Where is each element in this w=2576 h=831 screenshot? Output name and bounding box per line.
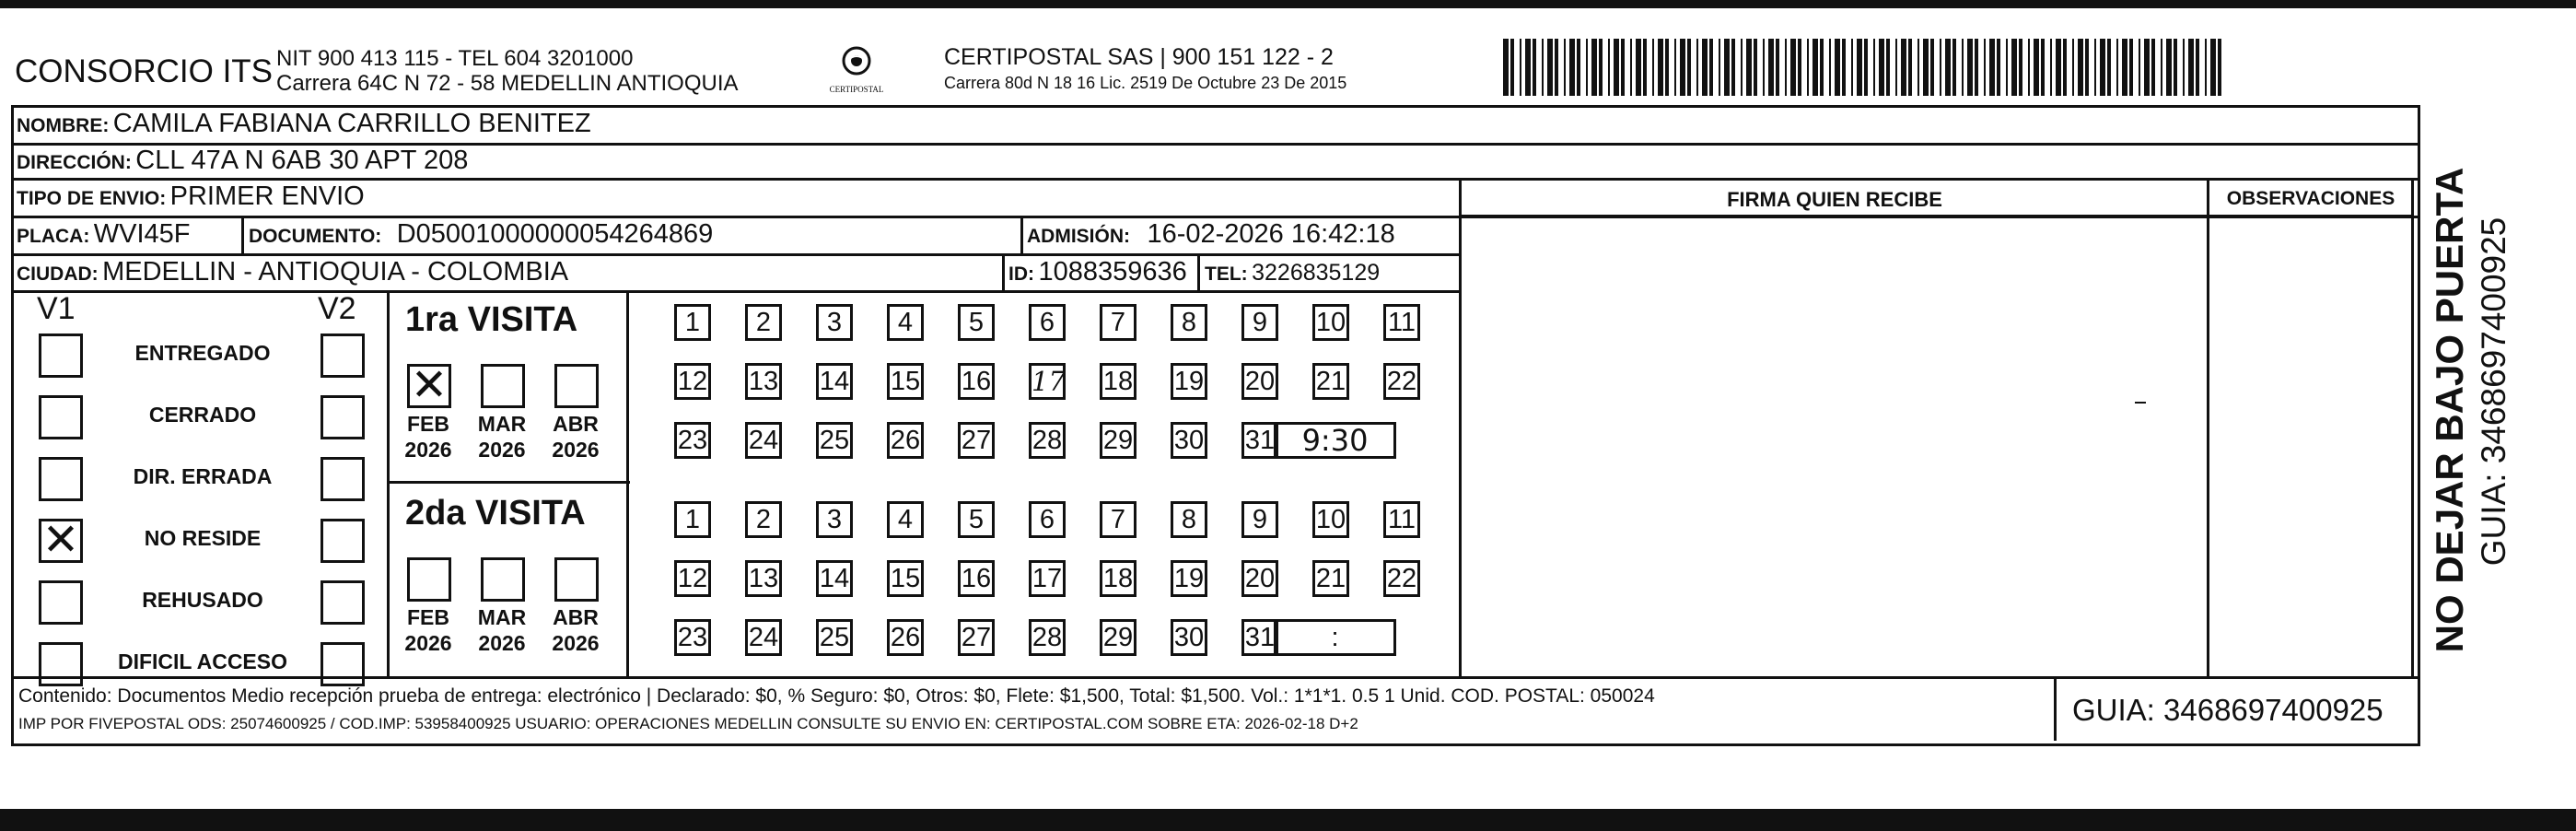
month-checkbox[interactable] [407, 557, 451, 602]
status-label: REHUSADO [142, 588, 263, 612]
barcode-bar [1864, 39, 1868, 96]
tipo-envio-value: PRIMER ENVIO [169, 181, 365, 211]
month-year: 2026 [552, 438, 600, 462]
v2-checkbox[interactable] [321, 457, 365, 501]
day-box[interactable]: 22 [1383, 363, 1420, 400]
barcode-bar [1621, 39, 1625, 96]
day-box[interactable]: 13 [745, 363, 782, 400]
day-box[interactable]: 26 [887, 619, 924, 656]
barcode-bar [1709, 39, 1713, 96]
day-box[interactable]: 20 [1241, 363, 1278, 400]
barcode-bar [2078, 39, 2083, 96]
barcode-bar [2011, 39, 2017, 96]
ciudad-label: CIUDAD: [17, 263, 99, 285]
barcode-bar [1533, 39, 1536, 96]
day-box[interactable]: 25 [816, 619, 853, 656]
tel-field [1205, 260, 1380, 287]
barcode-bar [1643, 39, 1647, 96]
day-box[interactable]: 5 [958, 304, 995, 341]
check-x-icon: ✕ [410, 359, 449, 411]
day-box[interactable]: 12 [674, 560, 711, 597]
barcode-bar [1652, 39, 1654, 96]
barcode-bar [1665, 39, 1669, 96]
barcode-bar [1569, 39, 1575, 96]
barcode-bar [1857, 39, 1862, 96]
visit2-title: 2da VISITA [405, 494, 586, 533]
day-box[interactable]: 28 [1029, 619, 1066, 656]
placa-field [17, 219, 191, 250]
day-box[interactable]: 27 [958, 619, 995, 656]
v2-checkbox[interactable] [321, 395, 365, 439]
day-box[interactable]: 1 [674, 304, 711, 341]
barcode-bar [1591, 39, 1597, 96]
status-label: CERRADO [148, 403, 257, 427]
barcode-bar [1636, 39, 1641, 96]
barcode-bar [2174, 39, 2177, 96]
barcode-bar [1940, 39, 1941, 96]
month-name: MAR [477, 605, 527, 629]
status-label: ENTREGADO [134, 341, 271, 365]
placa-label: PLACA: [17, 226, 90, 247]
day-box[interactable]: 19 [1171, 363, 1207, 400]
barcode-bar [1879, 39, 1884, 96]
barcode-bar [2006, 39, 2008, 96]
id-value: 1088359636 [1038, 257, 1187, 287]
barcode-bar [1746, 39, 1752, 96]
month-name: FEB [407, 605, 449, 629]
barcode-bar [1886, 39, 1890, 96]
top-edge-bar [0, 0, 2576, 8]
month-checkbox[interactable] [407, 359, 451, 411]
barcode-bar [2183, 39, 2185, 96]
barcode-bar [1917, 39, 1919, 96]
barcode-bar [1975, 39, 1978, 96]
day-box[interactable]: 26 [887, 422, 924, 459]
barcode-bar [1842, 39, 1846, 96]
barcode-bar [1895, 39, 1897, 96]
tel-value: 3226835129 [1252, 260, 1381, 286]
v2-checkbox[interactable] [321, 334, 365, 378]
day-box[interactable]: 15 [887, 560, 924, 597]
day-box[interactable]: 20 [1241, 560, 1278, 597]
barcode-bar [1674, 39, 1676, 96]
company-line-1: NIT 900 413 115 - TEL 604 3201000 [276, 46, 634, 71]
footer-line-1: Contenido: Documentos Medio recepción prueba de entrega: electrónico | Declarado: $0, % Seguro: $0, Otros: $0, Flete: $1,500, Total: $1,500. Vol.: 1*1*1. 0.5 1 Unid. COD. POSTAL: 050024 [18, 685, 1655, 707]
barcode-bar [2072, 39, 2074, 96]
certipostal-line-1: CERTIPOSTAL SAS | 900 151 122 - 2 [944, 44, 1334, 70]
barcode-bar [1696, 39, 1698, 96]
barcode-bar [1680, 39, 1685, 96]
day-box[interactable]: 31 [1241, 422, 1278, 459]
nombre-label: NOMBRE: [17, 115, 110, 136]
barcode-bar [1851, 39, 1853, 96]
day-box[interactable]: 10 [1312, 501, 1349, 538]
nombre-row [17, 109, 591, 139]
barcode-bar [1724, 39, 1730, 96]
day-box[interactable]: 7 [1100, 501, 1136, 538]
barcode-bar [1829, 39, 1831, 96]
barcode-bar [1702, 39, 1708, 96]
direccion-label: DIRECCIÓN: [17, 152, 132, 173]
company-name: CONSORCIO ITS [15, 53, 274, 89]
barcode-bar [1503, 39, 1509, 96]
id-label: ID: [1008, 263, 1034, 285]
barcode-bar [1785, 39, 1787, 96]
barcode-bar [2034, 39, 2039, 96]
barcode-bar [1962, 39, 1964, 96]
barcode-bar [2050, 39, 2052, 96]
barcode-bar [1908, 39, 1912, 96]
footer-line-2: IMP POR FIVEPOSTAL ODS: 25074600925 / COD.IMP: 53958400925 USUARIO: OPERACIONES MEDELLIN CONSULTE SU ENVIO EN: CERTIPOSTAL.COM SOBRE ETA: 2026-02-18 D+2 [18, 715, 1358, 732]
day-box[interactable]: 11 [1383, 304, 1420, 341]
tipo-envio-label: TIPO DE ENVIO: [17, 188, 167, 209]
barcode-bar [2094, 39, 2096, 96]
day-box[interactable]: 10 [1312, 304, 1349, 341]
barcode-bar [1945, 39, 1951, 96]
day-box[interactable]: 19 [1171, 560, 1207, 597]
side-guia: GUIA: 3468697400925 [2475, 217, 2512, 567]
barcode-bar [2041, 39, 2045, 96]
admision-value: 16-02-2026 16:42:18 [1147, 219, 1395, 249]
barcode-bar [1873, 39, 1875, 96]
day-box[interactable]: 21 [1312, 560, 1349, 597]
barcode-bar [1952, 39, 1956, 96]
admision-label: ADMISIÓN: [1027, 226, 1130, 247]
day-box[interactable]: 25 [816, 422, 853, 459]
day-box[interactable]: 28 [1029, 422, 1066, 459]
barcode-icon [1503, 39, 2231, 96]
day-box[interactable]: 8 [1171, 501, 1207, 538]
barcode-bar [1555, 39, 1558, 96]
month-name: MAR [477, 412, 527, 436]
day-box[interactable]: 29 [1100, 619, 1136, 656]
barcode-bar [1586, 39, 1588, 96]
ciudad-value: MEDELLIN - ANTIOQUIA - COLOMBIA [102, 257, 569, 287]
barcode-bar [1741, 39, 1743, 96]
barcode-bar [2205, 39, 2207, 96]
day-box-marked[interactable]: 17 [1029, 363, 1066, 400]
day-box[interactable]: 14 [816, 560, 853, 597]
day-box[interactable]: 27 [958, 422, 995, 459]
v2-checkbox[interactable] [321, 580, 365, 625]
observaciones-header: OBSERVACIONES [2226, 188, 2395, 209]
day-box[interactable]: 2 [745, 304, 782, 341]
barcode-bar [1813, 39, 1818, 96]
bottom-edge-bar [0, 809, 2576, 831]
day-box[interactable]: 9 [1241, 501, 1278, 538]
barcode-bar [1835, 39, 1840, 96]
barcode-bar [1930, 39, 1934, 96]
status-label: NO RESIDE [144, 526, 262, 550]
barcode-bar [2151, 39, 2155, 96]
day-box[interactable]: 9 [1241, 304, 1278, 341]
day-box[interactable]: 4 [887, 304, 924, 341]
barcode-bar [1967, 39, 1973, 96]
barcode-bar [1984, 39, 1986, 96]
check-x-icon: ✕ [41, 514, 80, 566]
month-year: 2026 [478, 631, 526, 655]
day-box[interactable]: 31 [1241, 619, 1278, 656]
v1-header: V1 [37, 291, 76, 326]
barcode-bar [2085, 39, 2089, 96]
month-year: 2026 [478, 438, 526, 462]
day-box[interactable]: 24 [745, 619, 782, 656]
barcode-bar [1547, 39, 1553, 96]
tel-label: TEL: [1205, 263, 1248, 285]
day-box[interactable]: 18 [1100, 560, 1136, 597]
barcode-bar [1630, 39, 1632, 96]
day-box[interactable]: 5 [958, 501, 995, 538]
month-name: ABR [553, 605, 599, 629]
certipostal-line-2: Carrera 80d N 18 16 Lic. 2519 De Octubre 23 De 2015 [944, 74, 1347, 92]
day-box[interactable]: 30 [1171, 422, 1207, 459]
barcode-bar [1754, 39, 1757, 96]
visit1-title: 1ra VISITA [405, 300, 578, 339]
month-checkbox[interactable] [554, 557, 599, 602]
v1-checkbox[interactable] [39, 642, 83, 686]
barcode-bar [1901, 39, 1906, 96]
barcode-bar [1564, 39, 1566, 96]
month-year: 2026 [404, 438, 452, 462]
barcode-bar [2144, 39, 2150, 96]
time-box[interactable]: 9:30 [1274, 422, 1396, 459]
v1-checkbox[interactable] [39, 395, 83, 439]
barcode-bar [1599, 39, 1603, 96]
direccion-row [17, 146, 468, 176]
v1-checkbox[interactable] [39, 580, 83, 625]
documento-label: DOCUMENTO: [249, 226, 382, 247]
barcode-bar [1577, 39, 1580, 96]
barcode-bar [2196, 39, 2199, 96]
day-box[interactable]: 6 [1029, 501, 1066, 538]
status-label: DIFICIL ACCESO [117, 650, 287, 673]
logo-text: CERTIPOSTAL [829, 85, 884, 94]
company-line-2: Carrera 64C N 72 - 58 MEDELLIN ANTIOQUIA [276, 71, 739, 96]
barcode-bar [1989, 39, 1995, 96]
day-box[interactable]: 1 [674, 501, 711, 538]
barcode-bar [2116, 39, 2118, 96]
barcode-bar [1997, 39, 2000, 96]
firma-dash [2135, 402, 2146, 404]
barcode-bar [2218, 39, 2221, 96]
barcode-bar [1776, 39, 1779, 96]
barcode-bar [2188, 39, 2194, 96]
month-name: FEB [407, 412, 449, 436]
day-box[interactable]: 16 [958, 560, 995, 597]
day-box[interactable]: 8 [1171, 304, 1207, 341]
barcode-bar [2100, 39, 2105, 96]
barcode-bar [1658, 39, 1663, 96]
barcode-bar [1798, 39, 1801, 96]
month-checkbox[interactable] [481, 557, 525, 602]
status-label: DIR. ERRADA [133, 464, 273, 488]
day-box[interactable]: 22 [1383, 560, 1420, 597]
barcode-bar [1763, 39, 1765, 96]
day-box[interactable]: 13 [745, 560, 782, 597]
month-year: 2026 [552, 631, 600, 655]
barcode-bar [2129, 39, 2133, 96]
nombre-value: CAMILA FABIANA CARRILLO BENITEZ [112, 109, 591, 138]
documento-value: D05001000000054264869 [396, 219, 714, 249]
v2-checkbox[interactable] [321, 642, 365, 686]
barcode-bar [2210, 39, 2216, 96]
barcode-bar [2139, 39, 2140, 96]
v1-checkbox[interactable] [39, 334, 83, 378]
barcode-bar [1719, 39, 1720, 96]
day-box[interactable]: 15 [887, 363, 924, 400]
firma-header: FIRMA QUIEN RECIBE [1727, 188, 1942, 211]
day-box[interactable]: 23 [674, 619, 711, 656]
documento-field [249, 219, 713, 250]
day-box[interactable]: 18 [1100, 363, 1136, 400]
barcode-bar [1542, 39, 1544, 96]
v1-checkbox[interactable] [39, 457, 83, 501]
day-box[interactable]: 16 [958, 363, 995, 400]
day-box[interactable]: 21 [1312, 363, 1349, 400]
id-field [1008, 257, 1187, 287]
barcode-bar [2028, 39, 2030, 96]
day-box[interactable]: 6 [1029, 304, 1066, 341]
barcode-bar [1510, 39, 1514, 96]
day-box[interactable]: 3 [816, 304, 853, 341]
barcode-bar [2063, 39, 2067, 96]
barcode-bar [1687, 39, 1691, 96]
day-box[interactable]: 30 [1171, 619, 1207, 656]
barcode-bar [1790, 39, 1796, 96]
day-box[interactable]: 14 [816, 363, 853, 400]
barcode-bar [1520, 39, 1521, 96]
day-box[interactable]: 23 [674, 422, 711, 459]
month-name: ABR [553, 412, 599, 436]
v2-header: V2 [318, 291, 356, 326]
placa-value: WVI45F [93, 219, 191, 249]
barcode-bar [1731, 39, 1735, 96]
v2-checkbox[interactable] [321, 519, 365, 563]
barcode-bar [1923, 39, 1929, 96]
day-box[interactable]: 12 [674, 363, 711, 400]
tipo-envio-row [17, 181, 365, 212]
barcode-bar [2107, 39, 2111, 96]
barcode-bar [2161, 39, 2162, 96]
day-box[interactable]: 7 [1100, 304, 1136, 341]
day-box[interactable]: 11 [1383, 501, 1420, 538]
barcode-bar [2166, 39, 2172, 96]
day-box[interactable]: 4 [887, 501, 924, 538]
barcode-bar [1608, 39, 1610, 96]
day-box[interactable]: 2 [745, 501, 782, 538]
admision-field [1027, 219, 1395, 250]
barcode-bar [1614, 39, 1619, 96]
month-year: 2026 [404, 631, 452, 655]
direccion-value: CLL 47A N 6AB 30 APT 208 [135, 146, 469, 175]
barcode-bar [1525, 39, 1531, 96]
day-box[interactable]: 29 [1100, 422, 1136, 459]
time-box[interactable]: : [1274, 619, 1396, 656]
month-checkbox[interactable] [554, 364, 599, 408]
barcode-bar [2056, 39, 2061, 96]
day-box[interactable]: 17 [1029, 560, 1066, 597]
month-checkbox[interactable] [481, 364, 525, 408]
barcode-bar [1820, 39, 1824, 96]
day-box[interactable]: 3 [816, 501, 853, 538]
barcode-bar [2019, 39, 2022, 96]
barcode-bar [2122, 39, 2127, 96]
side-title: NO DEJAR BAJO PUERTA [2428, 167, 2471, 653]
ciudad-field [17, 257, 568, 287]
v1-checkbox[interactable] [39, 514, 83, 566]
barcode-bar [1807, 39, 1809, 96]
day-box[interactable]: 24 [745, 422, 782, 459]
barcode-bar [1768, 39, 1774, 96]
footer-guia: GUIA: 3468697400925 [2072, 693, 2384, 727]
